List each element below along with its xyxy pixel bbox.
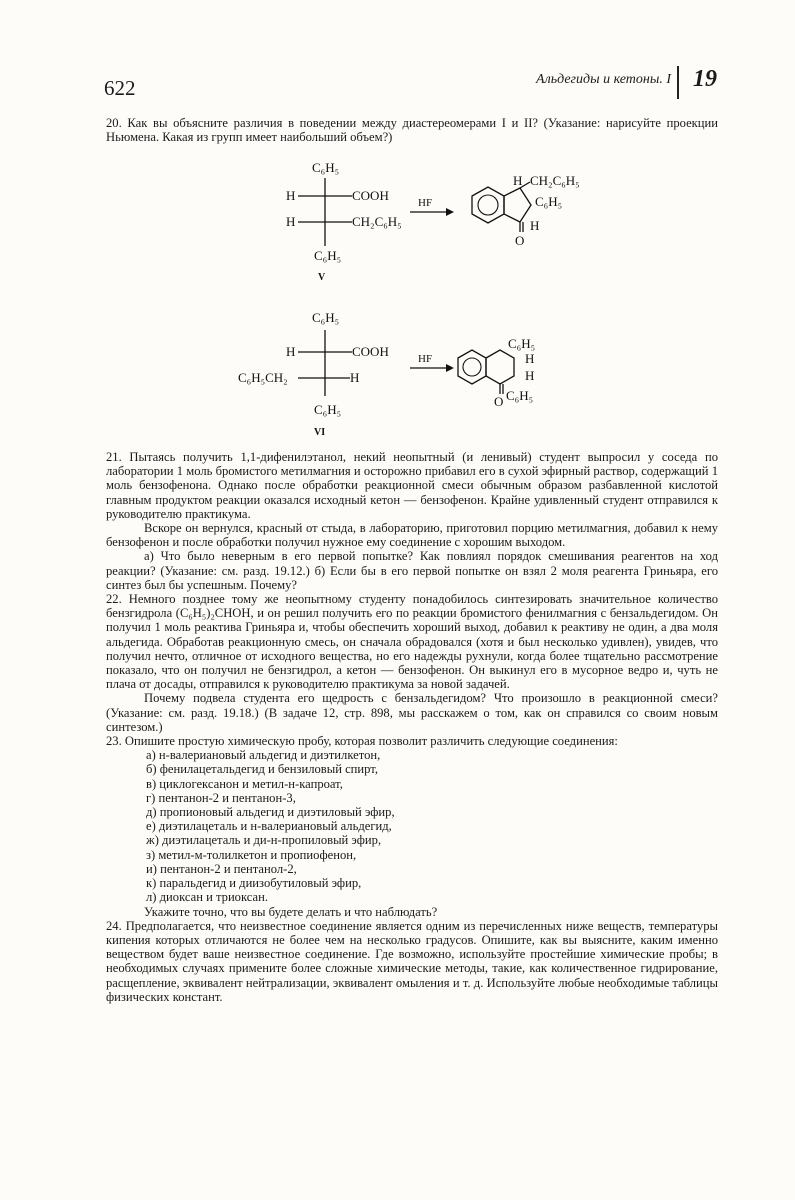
list-item: е) диэтилацеталь и н-валериановый альдегид,: [146, 819, 392, 834]
page-number: 622: [104, 76, 136, 100]
p1-phenyl: C₆H₅: [535, 194, 563, 209]
list-item: а) н-валериановый альдегид и диэтилкетон,: [146, 748, 381, 763]
arrow-hf-1: [410, 197, 454, 216]
problem-23-text: 23. Опишите простую химическую пробу, которая позволит различить следующие соединения:: [106, 734, 618, 749]
tetralone-product: [458, 336, 535, 409]
problem-20-text: 20. Как вы объясните различия в поведении между диастереомерами I и II? (Указание: нарисуйте проекции Ньюмена. Какая из групп имеет наибольший объем?): [106, 116, 718, 145]
p2-h-top: H: [525, 351, 535, 366]
v-cooh: COOH: [352, 188, 389, 203]
list-item: в) циклогексанон и метил-н-капроат,: [146, 776, 343, 791]
v-bottom-group: C₆H₅: [314, 248, 342, 263]
structure-v: [286, 160, 402, 283]
list-item: д) пропионовый альдегид и диэтиловый эфир,: [146, 805, 395, 820]
p2-phenyl-bottom: C₆H₅: [506, 388, 534, 403]
structure-vi: [238, 310, 389, 438]
p1-oxygen: O: [515, 233, 525, 248]
problem-21-continuation: Вскоре он вернулся, красный от стыда, в лабораторию, приготовил порцию метилмагния, добавил к нему бензофенон и после обработки получил нужное ему соединение с хорошим выходом.: [106, 521, 718, 550]
vi-cooh: COOH: [352, 344, 389, 359]
arrow-hf-2: [410, 353, 454, 372]
problem-21-questions: а) Что было неверным в его первой попытке? Как повлиял порядок смешивания реагентов на ход реакции? (Указание: см. разд. 19.12.) б) Если бы в его первой попытке он взял 2 моля реагента Гриньяра, его синтез был бы успешным. Почему?: [106, 549, 718, 592]
list-item: и) пентанон-2 и пентанол-2,: [146, 861, 297, 876]
v-label: V: [318, 272, 326, 283]
chapter-number: 19: [693, 66, 717, 92]
p1-benzyl: CH₂C₆H₅: [530, 173, 580, 188]
problem-23-ending: Укажите точно, что вы будете делать и что наблюдать?: [144, 904, 438, 919]
list-item: з) метил-м-толилкетон и пропиофенон,: [146, 847, 357, 862]
vi-top-group: C₆H₅: [312, 310, 340, 325]
vi-right-h: H: [350, 370, 360, 385]
list-item: к) паральдегид и диизобутиловый эфир,: [146, 876, 362, 891]
list-item: л) диоксан и триоксан.: [146, 890, 269, 905]
p1-h-top: H: [513, 173, 523, 188]
problem-21-text: 21. Пытаясь получить 1,1-дифенилэтанол, некий неопытный (и ленивый) студент выпросил у соседа по лаборатории 1 моль бромистого метилмагния и осторожно прибавил его в сухой эфирный раствор, содержащий 1 моль бензофенона. Однако после обработки реакционной смеси обычным образом разбавленной кислотой главным продуктом реакции оказался исходный кетон — бензофенон. Крайне удивленный студент отправился к руководителю практикума.: [106, 450, 718, 521]
list-item: б) фенилацетальдегид и бензиловый спирт,: [146, 762, 378, 777]
problem-22-text: 22. Немного позднее тому же неопытному студенту понадобилось синтезировать значительное количество бензгидрола (C₆H₅)₂CHOH, и он решил получить его по реакции бромистого фенилмагния с бензальдегидом. Он получил 1 моль реактива Гриньяра и, чтобы обеспечить хороший выход, добавил к реактиву не один, а два моля альдегида. Обработав реакционную смесь, он сначала обрадовался (хотя и был несколько удивлен), увидев, что получил нечто, отличное от исходного вещества, но его надежды рухнули, когда более тщательно рассмотрение показало, что он получил не бензгидрол, а кетон — бензофенон. Он выкинул его в мусорное ведро и, чуть не плача от досады, отправился к руководителю практикума за новой задачей.: [106, 592, 718, 692]
list-item: г) пентанон-2 и пентанон-3,: [146, 790, 296, 805]
reagent-hf-1: HF: [418, 197, 433, 209]
v-top-group: C₆H₅: [312, 160, 340, 175]
p2-phenyl-top: C₆H₅: [508, 336, 536, 351]
vi-bottom-group: C₆H₅: [314, 402, 342, 417]
p2-oxygen: O: [494, 394, 504, 409]
problems-21-24: [106, 450, 718, 1004]
v-benzyl: CH₂C₆H₅: [352, 214, 402, 229]
problem-24-text: 24. Предполагается, что неизвестное соединение является одним из перечисленных ниже веществ, температуры кипения которых отличаются не более чем на несколько градусов. Опишите, как вы выясните, каким именно веществом будет ваше неизвестное соединение. Где возможно, используйте простейшие химические пробы; в необходимых случаях примените более сложные химические методы, такие, как количественное гидрирование, расщепление, эквивалент нейтрализации, эквивалент омыления и т. д. Используйте любые необходимые таблицы физических констант.: [106, 918, 718, 1004]
list-item: ж) диэтилацеталь и ди-н-пропиловый эфир,: [146, 833, 382, 848]
chapter-title: Альдегиды и кетоны. I: [536, 72, 671, 87]
indanone-product: [472, 173, 580, 248]
vi-label: VI: [314, 427, 326, 438]
vi-left-h: H: [286, 344, 296, 359]
problem-22-question: Почему подвела студента его щедрость с бензальдегидом? Что произошло в реакционной смеси? (Указание: см. разд. 19.18.) (В задаче 12, стр. 898, мы расскажем о том, как он справился со своим новым синтезом.): [106, 691, 718, 734]
p1-h-bottom: H: [530, 218, 540, 233]
v-left-h1: H: [286, 188, 296, 203]
p2-h-bottom: H: [525, 368, 535, 383]
v-left-h2: H: [286, 214, 296, 229]
problem-23-list: [146, 748, 718, 904]
reagent-hf-2: HF: [418, 353, 433, 365]
vi-benzyl: C₆H₅CH₂: [238, 370, 288, 385]
